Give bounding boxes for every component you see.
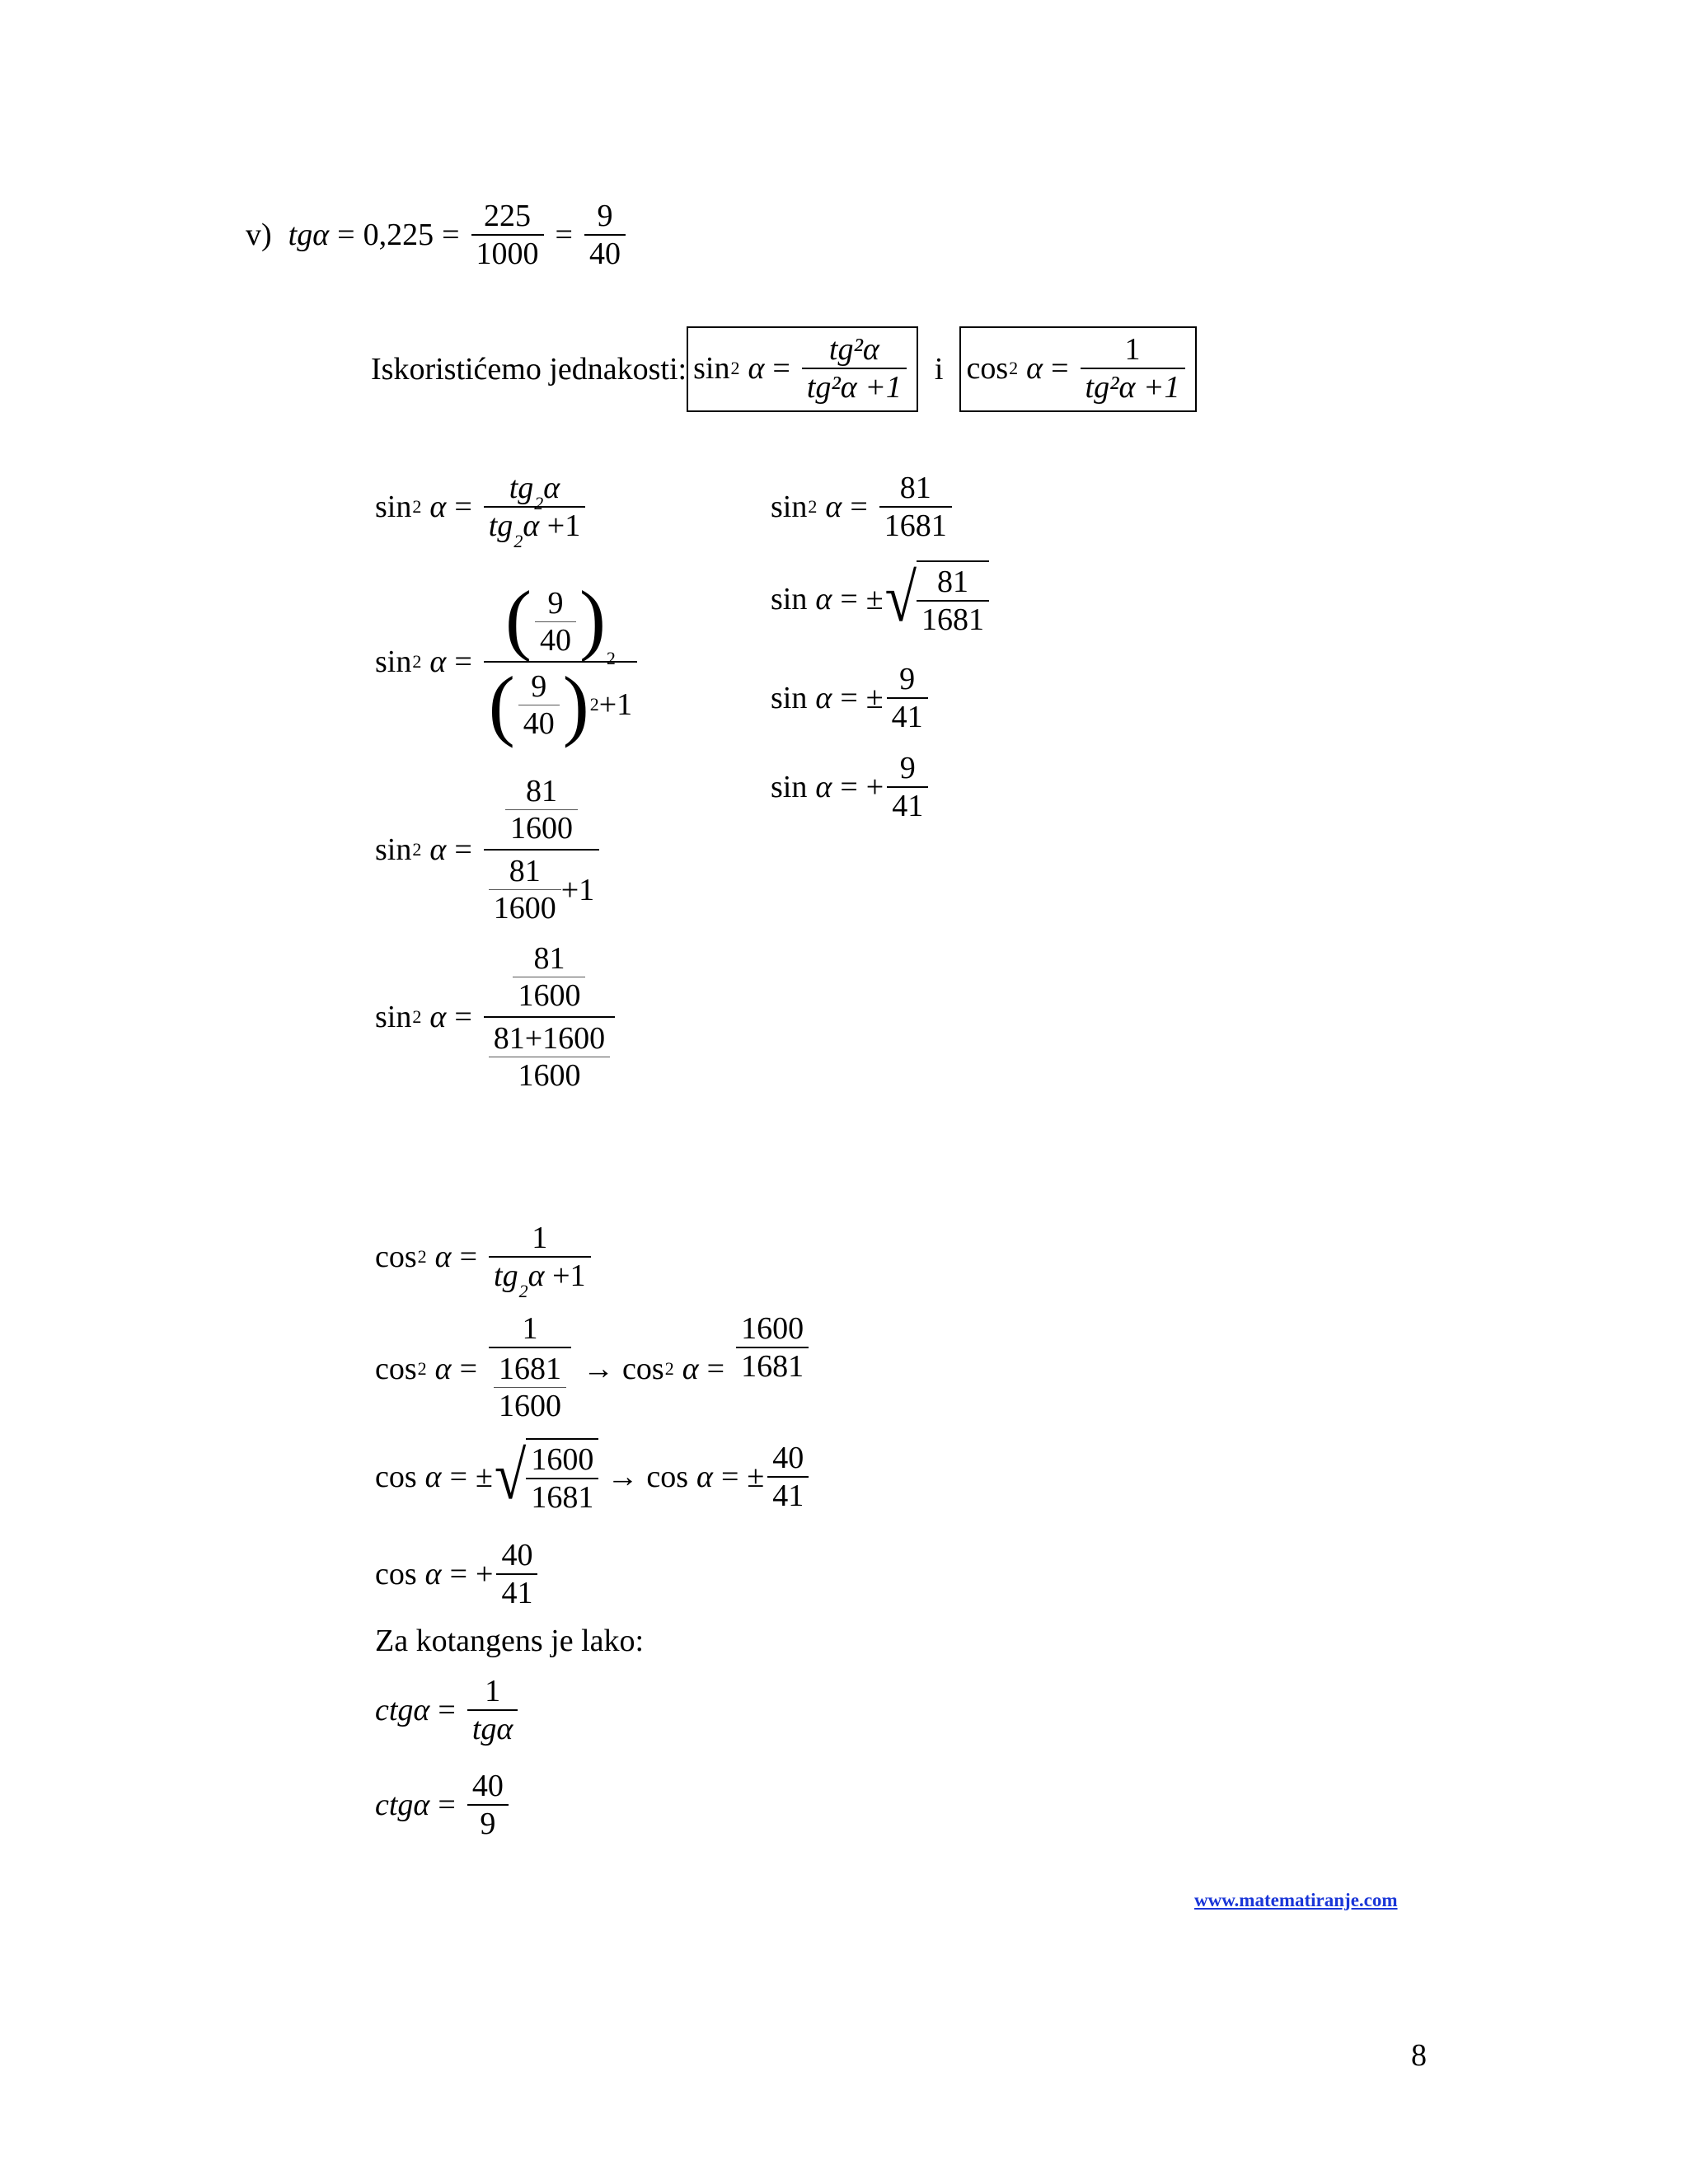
sin-step-4: sin 2 α = 81 1600 81+1600 1600 <box>375 938 618 1096</box>
cot-intro-text: Za kotangens je lako: <box>375 1624 645 1658</box>
equals-sign: = <box>555 218 573 252</box>
website-link[interactable]: www.matematiranje.com <box>1194 1890 1398 1910</box>
identity-cos-box: cos 2 α = 1 tg²α +1 <box>959 326 1196 412</box>
sin-result-3: sin α = ± 9 41 <box>771 661 931 735</box>
problem-label: v) <box>246 218 272 252</box>
connector-i: i <box>934 352 944 387</box>
sin-result-2: sin α = ± √ 81 1681 <box>771 560 989 638</box>
decimal-value: 0,225 <box>363 218 434 252</box>
page-number: 8 <box>1411 2038 1427 2073</box>
sin-step-1: sin 2 α = tg 2 α tg 2 α +1 <box>375 470 588 544</box>
identity-sin-box: sin 2 α = tg²α tg²α +1 <box>687 326 918 412</box>
problem-line <box>246 198 629 272</box>
intro-text: Iskoristićemo jednakosti: <box>371 352 687 387</box>
sqrt-sign: √ <box>494 1438 527 1514</box>
fraction-9-40: 9 40 <box>584 198 626 272</box>
fraction-225-1000: 225 1000 <box>471 198 544 272</box>
identities-line <box>371 326 1197 412</box>
sin-result-4: sin α = + 9 41 <box>771 750 931 824</box>
cos-step-1: cos 2 α = 1 tg 2 α +1 <box>375 1220 594 1294</box>
equals-sign: = <box>442 218 460 252</box>
sin-step-3: sin 2 α = 81 1600 81 1600 +1 <box>375 771 603 929</box>
cos-step-3: cos α = ± √ 1600 1681 → cos α = ± 40 41 <box>375 1438 812 1516</box>
cos-step-2: cos 2 α = 1 1681 1600 → cos 2 α = 1600 1681 <box>375 1310 812 1427</box>
cos-result: cos α = + 40 41 <box>375 1537 541 1611</box>
equals-sign: = <box>337 218 355 252</box>
cot-step-1: ctgα = 1 tgα <box>375 1673 521 1747</box>
sqrt-sign: √ <box>884 560 917 636</box>
sin-step-2: sin 2 α = ( 9 40 ) 2 ( 9 40 ) 2 +1 <box>375 577 640 747</box>
sin-result-1: sin 2 α = 81 1681 <box>771 470 955 544</box>
cot-result: ctgα = 40 9 <box>375 1768 512 1842</box>
tg-alpha: tgα <box>288 218 330 252</box>
